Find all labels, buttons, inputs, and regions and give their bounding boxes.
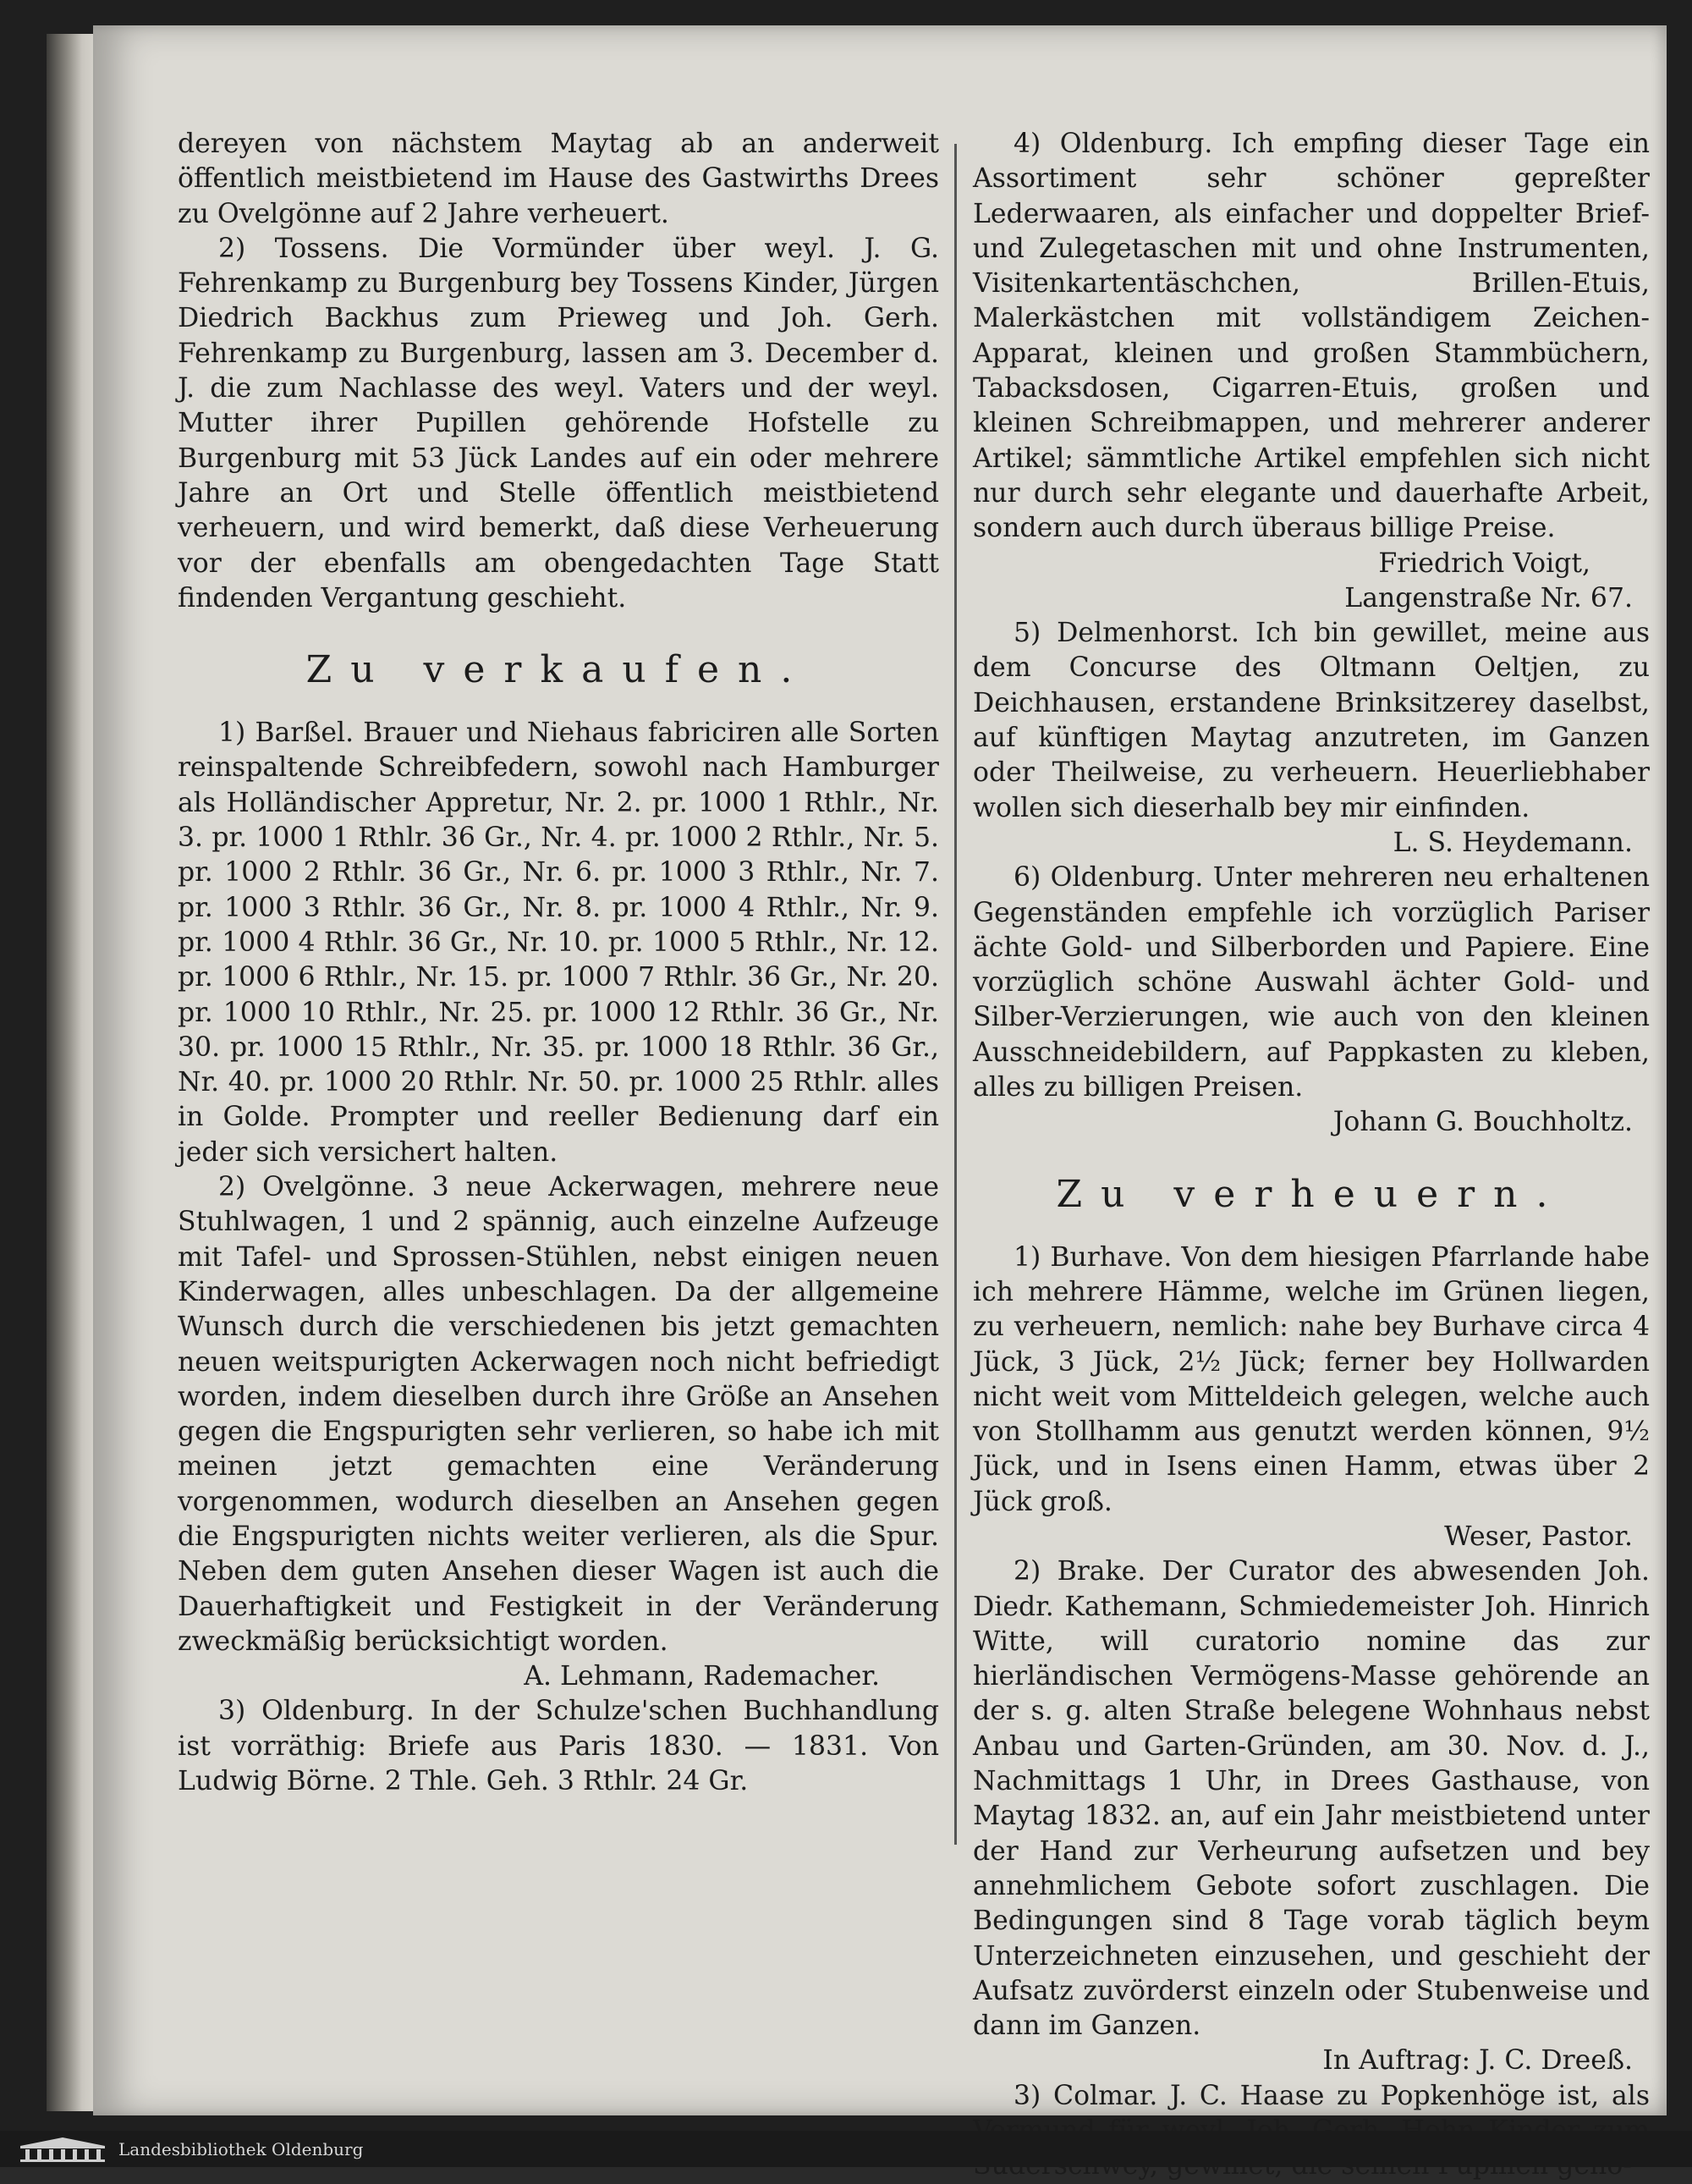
footer-bar	[0, 2131, 1692, 2167]
paragraph-brake: 2) Brake. Der Curator des abwesenden Joh. Diedr. Kathemann, Schmiedemeister Joh. Hinrich Witte, will curatorio nomine das zur hierländischen Vermögens-Masse gehörende an der s. g. alten Straße belegene Wohnhaus nebst Anbau und Garten-Gründen, am 30. Nov. d. J., Nachmittags 1 Uhr, in Drees Gasthause, von Maytag 1832. an, auf ein Jahr meistbietend unter der Hand zur Verheurung aufsetzen und bey annehmlichem Gebote sofort zuschlagen. Die Bedingungen sind 8 Tage vorab täglich beym Unterzeichneten einzusehen, und geschieht der Aufsatz zuvörderst einzeln oder Stubenweise und dann im Ganzen.	[973, 1556, 1650, 2042]
signature-heydemann: L. S. Heydemann.	[1393, 827, 1633, 858]
paragraph-ovelgonne: 2) Ovelgönne. 3 neue Ackerwagen, mehrere neue Stuhlwagen, 1 und 2 spännig, auch einzelne Aufzeuge mit Tafel- und Sprossen-Stühlen, nebst einigen neuen Kinderwagen, alles unbeschlagen. Da der allgemeine Wunsch durch die verschiedenen bis jetzt gemachten neuen weitspurigten Ackerwagen noch nicht befriedigt worden, indem dieselben durch ihre Größe an Ansehen gegen die Engspurigten sehr verlieren, so habe ich mit meinen jetzt gemachten eine Veränderung vorgenommen, wodurch dieselben an Ansehen gegen die Engspurigten nichts weiter verlieren, als die Spur. Neben dem guten Ansehen dieser Wagen ist auch die Dauerhaftigkeit und Festigkeit in der Veränderung zweckmäßig berücksichtigt worden.	[178, 1172, 939, 1657]
signature-weser: Weser, Pastor.	[1444, 1521, 1633, 1552]
paragraph-barssel: 1) Barßel. Brauer und Niehaus fabriciren alle Sorten reinspaltende Schreibfedern, sowohl nach Hamburger als Holländischer Appretur, Nr. 2. pr. 1000 1 Rthlr., Nr. 3. pr. 1000 1 Rthlr. 36 Gr., Nr. 4. pr. 1000 2 Rthlr., Nr. 5. pr. 1000 2 Rthlr. 36 Gr., Nr. 6. pr. 1000 3 Rthlr., Nr. 7. pr. 1000 3 Rthlr. 36 Gr., Nr. 8. pr. 1000 4 Rthlr., Nr. 9. pr. 1000 4 Rthlr. 36 Gr., Nr. 10. pr. 1000 5 Rthlr., Nr. 12. pr. 1000 6 Rthlr., Nr. 15. pr. 1000 7 Rthlr. 36 Gr., Nr. 20. pr. 1000 10 Rthlr., Nr. 25. pr. 1000 12 Rthlr. 36 Gr., Nr. 30. pr. 1000 15 Rthlr., Nr. 35. pr. 1000 18 Rthlr. 36 Gr., Nr. 40. pr. 1000 20 Rthlr. Nr. 50. pr. 1000 25 Rthlr. alles in Golde. Prompter und reeller Bedienung darf ein jeder sich versichert halten.	[178, 718, 939, 1168]
paragraph-burhave: 1) Burhave. Von dem hiesigen Pfarrlande habe ich mehrere Hämme, welche im Grünen liegen, zu verheuern, nemlich: nahe bey Burhave circa 4 Jück, 3 Jück, 2½ Jück; ferner bey Hollwarden nicht weit vom Mitteldeich gelegen, welche auch von Stollhamm aus genutzt werden können, 9½ Jück, und in Isens einen Hamm, etwas über 2 Jück groß.	[973, 1241, 1650, 1517]
section-heading-zu-verheuern: Zu verheuern.	[1056, 1172, 1567, 1216]
paragraph-colmar: 3) Colmar. J. C. Haase zu Popkenhöge ist, als	[1014, 2080, 1650, 2111]
page-stack-edge	[47, 34, 97, 2111]
signature-lehmann: A. Lehmann, Rademacher.	[524, 1661, 880, 1692]
section-heading-zu-verkaufen: Zu verkaufen.	[305, 648, 811, 692]
paragraph-continuation: dereyen von nächstem Maytag ab an anderweit öffentlich meistbietend im Hause des Gastwirths Drees zu Ovelgönne auf 2 Jahre verheuert.	[178, 129, 939, 229]
signature-dreess: In Auftrag: J. C. Dreeß.	[1322, 2045, 1633, 2077]
signature-voigt: Friedrich Voigt,	[1378, 547, 1590, 579]
signature-bouchholtz: Johann G. Bouchholtz.	[1332, 1107, 1633, 1138]
right-column	[973, 127, 1650, 2184]
signature-voigt-address: Langenstraße Nr. 67.	[1344, 582, 1633, 613]
left-column	[178, 127, 939, 1799]
paragraph-oldenburg-6: 6) Oldenburg. Unter mehreren neu erhaltenen Gegenständen empfehle ich vorzüglich Pariser ächte Gold- und Silberborden und Papiere. Eine vorzüglich schöne Auswahl ächter Gold- und Silber-Verzierungen, wie auch von den kleinen Ausschneidebildern, auf Pappkasten zu kleben, alles zu billigen Preisen.	[973, 862, 1650, 1103]
paragraph-delmenhorst: 5) Delmenhorst. Ich bin gewillet, meine aus dem Concurse des Oltmann Oeltjen, zu Deichhausen, erstandene Brinksitzerey daselbst, auf künftigen Maytag anzutreten, im Ganzen oder Theilweise, zu verheuern. Heuerliebhaber wollen sich dieserhalb bey mir einfinden.	[973, 618, 1650, 823]
library-name: Landesbibliothek Oldenburg	[118, 2139, 364, 2159]
paragraph-oldenburg-4: 4) Oldenburg. Ich empfing dieser Tage ein Assortiment sehr schöner gepreßter Lederwaaren, als einfacher und doppelter Brief- und Zulegetaschen mit und ohne Instrumenten, Visitenkartentäschchen, Brillen-Etuis, Malerkästchen mit vollständigem Zeichen-Apparat, kleinen und großen Stammbüchern, Tabacksdosen, Cigarren-Etuis, großen und kleinen Schreibmappen, und mehrerer anderer Artikel; sämmtliche Artikel empfehlen sich nicht nur durch sehr elegante und dauerhafte Arbeit, sondern auch durch überaus billige Preise.	[973, 129, 1650, 544]
library-building-icon	[17, 2136, 108, 2163]
paragraph-oldenburg-3: 3) Oldenburg. In der Schulze'schen Buchhandlung ist vorräthig: Briefe aus Paris 1830. — 1831. Von Ludwig Börne. 2 Thle. Geh. 3 Rthlr. 24 Gr.	[178, 1696, 939, 1797]
column-divider	[954, 144, 957, 1845]
paragraph-tossens: 2) Tossens. Die Vormünder über weyl. J. G. Fehrenkamp zu Burgenburg bey Tossens Kinder, Jürgen Diedrich Backhus zum Prieweg und Joh. Gerh. Fehrenkamp zu Burgenburg, lassen am 3. December d. J. die zum Nachlasse des weyl. Vaters und der weyl. Mutter ihrer Pupillen gehörende Hofstelle zu Burgenburg mit 53 Jück Landes auf ein oder mehrere Jahre an Ort und Stelle öffentlich meistbietend verheuern, und wird bemerkt, daß diese Verheuerung vor der ebenfalls am obengedachten Tage Statt findenden Vergantung geschieht.	[178, 233, 939, 613]
